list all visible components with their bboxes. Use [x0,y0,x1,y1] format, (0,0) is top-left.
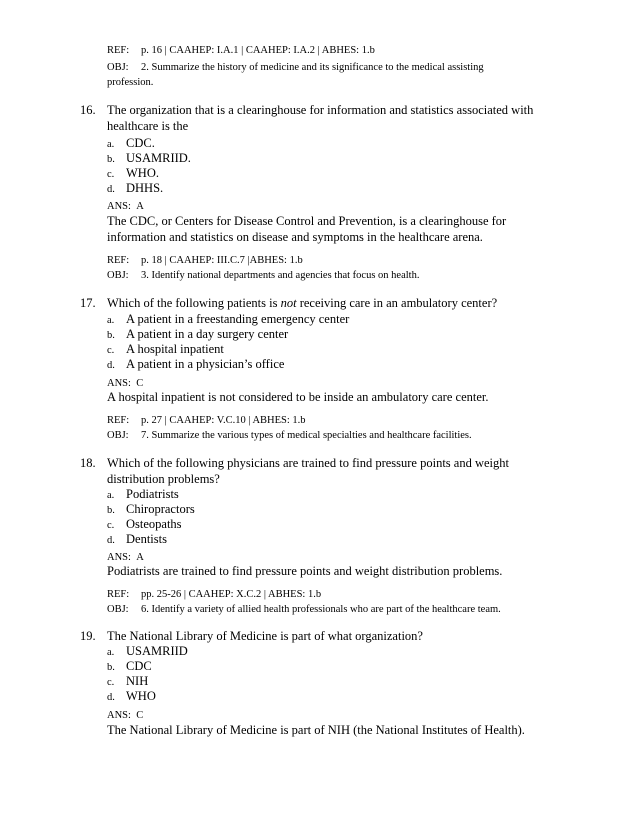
option-letter: b. [107,330,115,341]
answer-option [107,181,163,197]
answer-explanation: The National Library of Medicine is part of NIH (the National Institutes of Health). [107,723,525,737]
option-letter: c. [107,677,115,688]
answer-option [107,166,159,182]
answer-option [107,674,148,690]
option-letter: a. [107,139,115,150]
answer-option [107,136,155,152]
obj-tag: OBJ: [107,604,129,615]
obj-text: 3. Identify national departments and agencies that focus on health. [141,270,420,281]
ref-line [107,253,303,268]
answer-value: C [136,710,144,721]
answer-option [107,327,288,343]
option-text: USAMRIID [126,644,188,658]
answer-explanation: A hospital inpatient is not considered to be inside an ambulatory care center. [107,390,489,404]
question-text-emphasis: not [280,296,297,310]
answer-option [107,659,152,675]
option-text: A hospital inpatient [126,342,224,356]
option-text: NIH [126,674,149,688]
option-letter: d. [107,692,115,703]
answer-option [107,644,188,660]
ans-label: ANS: [107,710,131,721]
ref-tag: REF: [107,255,130,266]
option-text: Chiropractors [126,502,195,516]
option-letter: a. [107,315,115,326]
obj-tag: OBJ: [107,62,129,73]
answer-value: A [136,552,144,563]
option-text: A patient in a day surgery center [126,327,289,341]
answer-explanation: Podiatrists are trained to find pressure points and weight distribution problems. [107,564,503,578]
question-text: The National Library of Medicine is part of what organization? [107,629,423,643]
obj-line [107,60,484,75]
ans-label: ANS: [107,378,131,389]
option-text: Podiatrists [126,487,179,501]
answer-value: C [136,378,144,389]
obj-line [107,268,419,283]
option-text: A patient in a freestanding emergency center [126,312,350,326]
answer-option [107,151,191,167]
question-text-part: receiving care in an ambulatory center? [296,296,498,310]
question-number: 17. [80,296,96,310]
question-text [107,295,547,311]
ref-tag: REF: [107,415,130,426]
question-number: 19. [80,629,96,643]
answer-option [107,487,179,503]
question-text: The organization that is a clearinghouse for information and statistics associated with healthcare is the [107,103,534,133]
option-text: USAMRIID. [126,151,191,165]
answer-option [107,532,167,548]
question-text-part: Which of the following patients is [107,296,281,310]
ans-label: ANS: [107,552,131,563]
answer-line [107,199,144,214]
option-text: WHO. [126,166,159,180]
obj-line [107,602,501,617]
ans-label: ANS: [107,201,131,212]
answer-line [107,708,143,723]
obj-tag: OBJ: [107,270,129,281]
obj-text: 2. Summarize the history of medicine and its significance to the medical assisting [141,62,484,73]
ref-line [107,587,321,602]
answer-option [107,357,284,373]
option-letter: b. [107,505,115,516]
option-letter: d. [107,360,115,371]
ref-text: pp. 25-26 | CAAHEP: X.C.2 | ABHES: 1.b [141,589,322,600]
answer-option [107,502,195,518]
obj-tag: OBJ: [107,430,129,441]
answer-explanation: The CDC, or Centers for Disease Control and Prevention, is a clearinghouse for information and statistics on disease and symptoms in the healthcare arena. [107,214,507,244]
option-letter: c. [107,520,115,531]
option-text: Osteopaths [126,517,182,531]
option-text: WHO [126,689,156,703]
ref-tag: REF: [107,45,130,56]
question-number: 18. [80,456,96,470]
answer-option [107,312,349,328]
obj-text: 7. Summarize the various types of medical specialties and healthcare facilities. [141,430,472,441]
option-letter: c. [107,169,115,180]
answer-value: A [136,201,144,212]
option-text: Dentists [126,532,167,546]
question-number: 16. [80,103,96,117]
option-letter: a. [107,490,115,501]
option-letter: b. [107,154,115,165]
ref-tag: REF: [107,589,130,600]
option-text: A patient in a physician’s office [126,357,285,371]
option-letter: c. [107,345,115,356]
ref-text: p. 16 | CAAHEP: I.A.1 | CAAHEP: I.A.2 | ABHES: 1.b [141,45,375,56]
answer-option [107,342,224,358]
option-text: CDC. [126,136,155,150]
ref-line [107,413,306,428]
option-text: CDC [126,659,152,673]
question-text: Which of the following physicians are trained to find pressure points and weight distribution problems? [107,456,509,486]
option-letter: b. [107,662,115,673]
option-letter: d. [107,184,115,195]
option-text: DHHS. [126,181,164,195]
option-letter: a. [107,647,115,658]
obj-text-continued: profession. [107,77,154,88]
answer-option [107,517,182,533]
obj-line [107,428,472,443]
ref-text: p. 18 | CAAHEP: III.C.7 |ABHES: 1.b [141,255,303,266]
ref-line [107,43,375,58]
obj-text: 6. Identify a variety of allied health professionals who are part of the healthcare team. [141,604,501,615]
option-letter: d. [107,535,115,546]
answer-option [107,689,156,705]
ref-text: p. 27 | CAAHEP: V.C.10 | ABHES: 1.b [141,415,306,426]
